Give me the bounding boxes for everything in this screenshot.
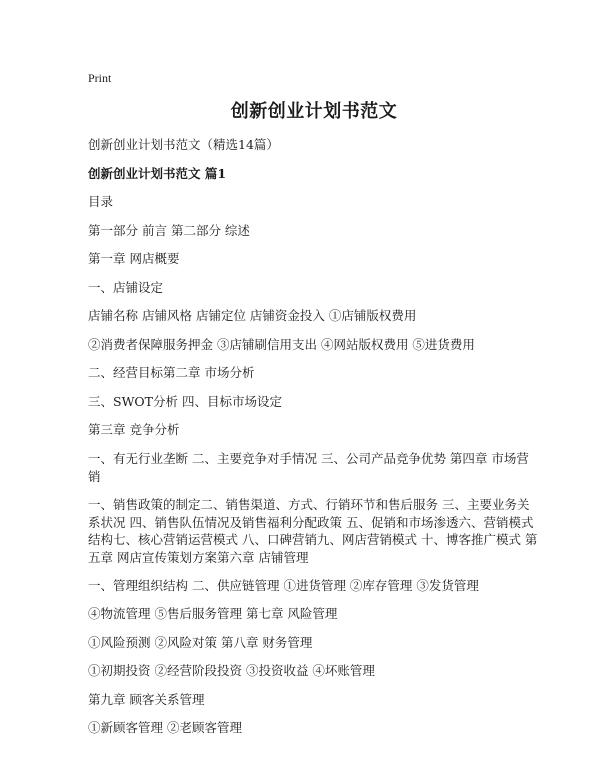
document-title: 创新创业计划书范文 [230,101,398,122]
paragraph: 第三章 竞争分析 [88,422,180,437]
paragraph: 一、管理组织结构 二、供应链管理 ①进货管理 ②库存管理 ③发货管理 [88,577,479,593]
paragraph: 一、销售政策的制定二、销售渠道、方式、行销环节和售后服务 三、主要业务关系状况 四、销售队伍情况及销售福利分配政策 五、促销和市场渗透六、营销模式结构七、核心营销运营模式 八、口碑营销九、网店营销模式 十、博客推广模式 第五章 网店宣传策划方案第六章 店铺管理 [88,497,538,565]
paragraph: ①风险预测 ②风险对策 第八章 财务管理 [88,634,313,650]
paragraph: ①新顾客管理 ②老顾客管理 [88,720,242,735]
paragraph: ②消费者保障服务押金 ③店铺刷信用支出 ④网站版权费用 ⑤进货费用 [88,336,475,352]
print-label: Print [88,71,112,85]
section-heading: 创新创业计划书范文 篇1 [88,165,227,181]
toc-heading: 目录 [88,194,114,209]
paragraph: 第一部分 前言 第二部分 综述 [88,222,250,238]
subtitle-paragraph: 创新创业计划书范文（精选14篇） [88,137,279,152]
paragraph: 二、经营目标第二章 市场分析 [88,365,255,380]
paragraph: ④物流管理 ⑤售后服务管理 第七章 风险管理 [88,606,338,621]
paragraph: 第九章 顾客关系管理 [88,691,205,707]
paragraph: ①初期投资 ②经营阶段投资 ③投资收益 ④坏账管理 [88,663,375,678]
paragraph: 一、店铺设定 [88,279,164,295]
paragraph: 一、有无行业垄断 二、主要竞争对手情况 三、公司产品竞争优势 第四章 市场营销 [88,450,529,484]
paragraph: 三、SWOT分析 四、目标市场设定 [88,393,282,409]
paragraph: 第一章 网店概要 [88,251,180,266]
paragraph: 店铺名称 店铺风格 店铺定位 店铺资金投入 ①店铺版权费用 [88,308,417,323]
